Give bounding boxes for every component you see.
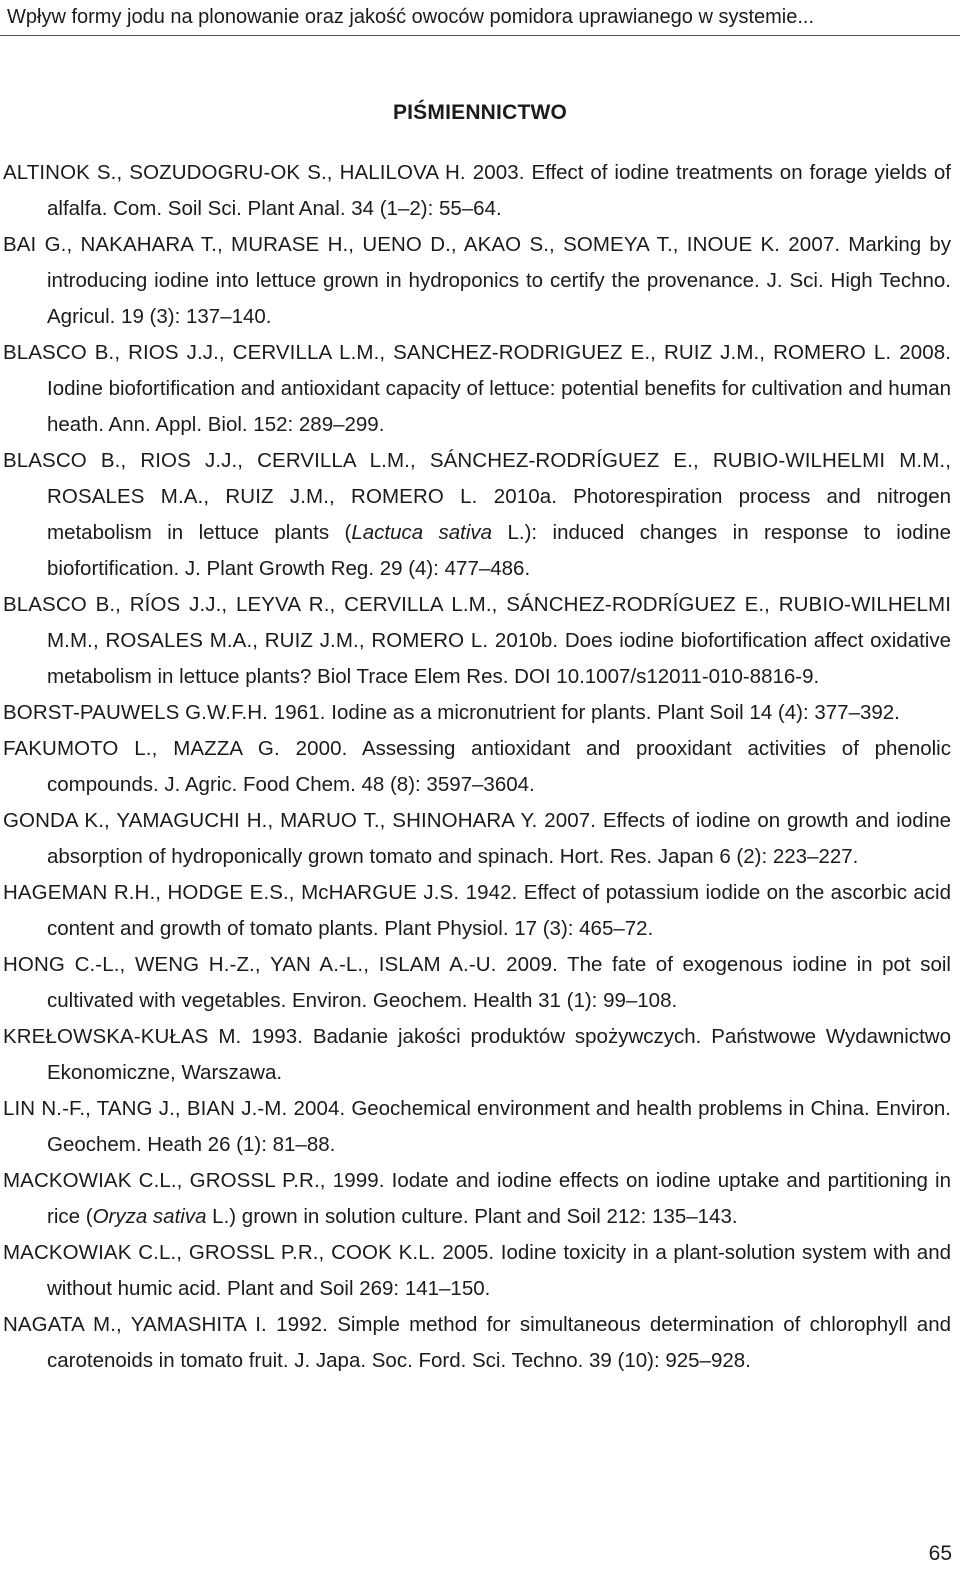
reference-item [3, 1019, 951, 1091]
reference-italic: Oryza sativa [92, 1205, 207, 1228]
reference-text: The fate of exogenous iodine in pot soil cultivated with vegetables. Environ. Geochem. Health 31 (1): 99–108. [47, 953, 951, 1012]
reference-italic: Lactuca sativa [351, 521, 493, 544]
reference-authors: MACKOWIAK C.L., GROSSL P.R., 1999. [3, 1169, 385, 1192]
reference-text: Effects of iodine on growth and iodine absorption of hydroponically grown tomato and spinach. Hort. Res. Japan 6 (2): 223–227. [47, 809, 951, 868]
reference-authors: BORST-PAUWELS G.W.F.H. 1961. [3, 701, 326, 724]
reference-authors: NAGATA M., YAMASHITA I. 1992. [3, 1313, 328, 1336]
reference-authors: GONDA K., YAMAGUCHI H., MARUO T., SHINOHARA Y. 2007. [3, 809, 597, 832]
reference-item [3, 731, 951, 803]
reference-text: Geochemical environment and health problems in China. Environ. Geochem. Heath 26 (1): 81–88. [47, 1097, 951, 1156]
reference-text: Effect of potassium iodide on the ascorbic acid content and growth of tomato plants. Plant Physiol. 17 (3): 465–72. [47, 881, 951, 940]
running-header: Wpływ formy jodu na plonowanie oraz jakość owoców pomidora uprawianego w systemie... [7, 6, 815, 28]
reference-text: Does iodine biofortification affect oxidative metabolism in lettuce plants? Biol Trace Elem Res. DOI 10.1007/s12011-010-8816-9. [47, 629, 951, 688]
reference-item [3, 1091, 951, 1163]
reference-item [3, 1163, 951, 1235]
reference-authors: BLASCO B., RÍOS J.J., LEYVA R., CERVILLA L.M., SÁNCHEZ-RODRÍGUEZ E., RUBIO-WILHELMI M.M., ROSALES M.A., RUIZ J.M., ROMERO L. 2010b. [3, 593, 951, 652]
reference-item [3, 875, 951, 947]
reference-item [3, 587, 951, 695]
reference-list [3, 155, 951, 1379]
reference-authors: KREŁOWSKA-KUŁAS M. 1993. [3, 1025, 304, 1048]
header-divider [0, 35, 960, 36]
reference-authors: ALTINOK S., SOZUDOGRU-OK S., HALILOVA H. 2003. [3, 161, 525, 184]
reference-authors: BLASCO B., RIOS J.J., CERVILLA L.M., SANCHEZ-RODRIGUEZ E., RUIZ J.M., ROMERO L. 2008. [3, 341, 951, 364]
reference-item [3, 1307, 951, 1379]
reference-authors: HONG C.-L., WENG H.-Z., YAN A.-L., ISLAM A.-U. 2009. [3, 953, 558, 976]
reference-text: Badanie jakości produktów spożywczych. Państwowe Wydawnictwo Ekonomiczne, Warszawa. [47, 1025, 951, 1084]
reference-authors: LIN N.-F., TANG J., BIAN J.-M. 2004. [3, 1097, 346, 1120]
reference-item [3, 155, 951, 227]
reference-text: Iodine as a micronutrient for plants. Plant Soil 14 (4): 377–392. [325, 701, 900, 724]
reference-text: Marking by introducing iodine into lettuce grown in hydroponics to certify the provenance. J. Sci. High Techno. Agricul. 19 (3): 137–140. [47, 233, 951, 328]
reference-item [3, 803, 951, 875]
reference-item [3, 443, 951, 587]
reference-authors: HAGEMAN R.H., HODGE E.S., McHARGUE J.S. 1942. [3, 881, 518, 904]
reference-authors: MACKOWIAK C.L., GROSSL P.R., COOK K.L. 2005. [3, 1241, 495, 1264]
reference-text: Effect of iodine treatments on forage yields of alfalfa. Com. Soil Sci. Plant Anal. 34 (1–2): 55–64. [47, 161, 951, 220]
reference-item [3, 335, 951, 443]
reference-text-end: L.): induced changes in response to iodine biofortification. J. Plant Growth Reg. 29 (4): 477–486. [47, 521, 951, 580]
reference-text: Assessing antioxidant and prooxidant activities of phenolic compounds. J. Agric. Food Chem. 48 (8): 3597–3604. [47, 737, 951, 796]
reference-item [3, 227, 951, 335]
reference-item [3, 1235, 951, 1307]
reference-text: Iodine biofortification and antioxidant capacity of lettuce: potential benefits for cultivation and human heath. Ann. Appl. Biol. 152: 289–299. [47, 377, 951, 436]
reference-text-end: L.) grown in solution culture. Plant and Soil 212: 135–143. [206, 1205, 738, 1228]
page-number: 65 [928, 1542, 952, 1565]
section-title: PIŚMIENNICTWO [392, 101, 568, 124]
reference-authors: BAI G., NAKAHARA T., MURASE H., UENO D., AKAO S., SOMEYA T., INOUE K. 2007. [3, 233, 841, 256]
reference-text: Photorespiration process and nitrogen metabolism in lettuce plants ( [47, 485, 951, 544]
reference-item [3, 947, 951, 1019]
reference-authors: BLASCO B., RIOS J.J., CERVILLA L.M., SÁNCHEZ-RODRÍGUEZ E., RUBIO-WILHELMI M.M., ROSALES M.A., RUIZ J.M., ROMERO L. 2010a. [3, 449, 951, 508]
reference-item [3, 695, 951, 731]
reference-text: Iodine toxicity in a plant-solution system with and without humic acid. Plant and Soil 269: 141–150. [47, 1241, 952, 1300]
reference-text: Iodate and iodine effects on iodine uptake and partitioning in rice ( [47, 1169, 951, 1228]
reference-text: Simple method for simultaneous determination of chlorophyll and carotenoids in tomato fruit. J. Japa. Soc. Ford. Sci. Techno. 39 (10): 925–928. [47, 1313, 951, 1372]
reference-authors: FAKUMOTO L., MAZZA G. 2000. [3, 737, 348, 760]
